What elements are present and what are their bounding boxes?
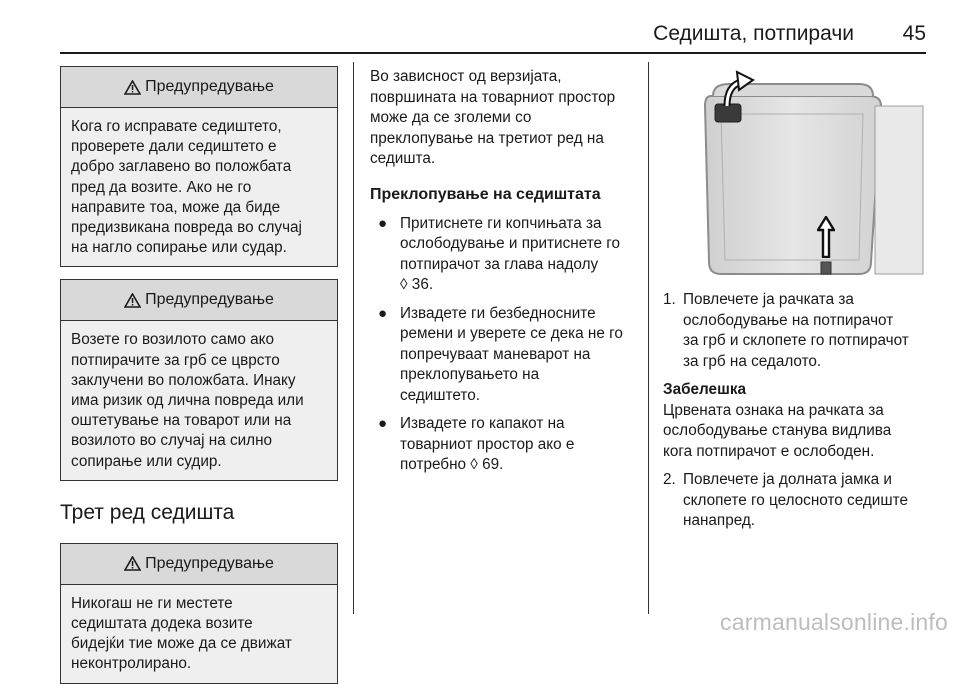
text-line: Повлечете ја рачката за: [683, 291, 854, 308]
warning-header: [61, 67, 337, 108]
text-line: седишта.: [370, 150, 436, 167]
section-title: Трет ред седишта: [60, 500, 235, 524]
warning-text: [61, 321, 337, 479]
warning-triangle-icon: [124, 556, 141, 571]
text-line: преклопување на третиот ред на: [370, 129, 604, 147]
warning-header: [61, 280, 337, 321]
text-line: попречуваат маневарот на: [400, 345, 591, 363]
curved-arrow-icon: [721, 70, 755, 113]
text-line: површината на товарниот простор: [370, 88, 616, 106]
text-line: Возете го возилото само ако: [71, 331, 274, 349]
text-line: Никогаш не ги местете: [71, 594, 233, 612]
text-line: бидејќи тие може да се движат: [71, 635, 292, 653]
text-line: Кога го исправате седиштето,: [71, 118, 282, 135]
bullet-item: [370, 214, 638, 296]
column-divider-right: [648, 62, 649, 614]
text-line: предизвикана повреда во случај: [71, 219, 302, 237]
warning-box-2: [60, 279, 338, 480]
watermark: carmanualsonline.info: [720, 609, 948, 635]
warning-box-3: [60, 543, 338, 684]
warning-box-1: [60, 66, 338, 267]
text-line: возилото во случај на силно: [71, 432, 273, 450]
text-line: Извадете го капакот на: [400, 415, 565, 432]
step-number: 2.: [663, 471, 676, 488]
text-line: ремени и уверете се дека не го: [400, 325, 623, 342]
text-line: кога потпирачот е ослободен.: [663, 442, 875, 460]
cross-reference-link[interactable]: потребно ◊ 69.: [400, 456, 504, 473]
text-line: потпирачот за глава надолу: [400, 255, 599, 273]
text-line: има ризик од лична повреда или: [71, 392, 304, 410]
bullet-icon: ●: [378, 415, 388, 432]
arrow-up-icon: [817, 216, 835, 263]
bullet-icon: ●: [378, 214, 388, 232]
warning-title: Предупредување: [145, 554, 274, 572]
seat-figure-svg: [663, 66, 926, 276]
text-line: седиштата додека возите: [71, 615, 253, 633]
section-title-wrap: [60, 481, 338, 543]
text-line: Во зависност од верзијата,: [370, 68, 562, 85]
warning-title: Предупредување: [145, 78, 274, 95]
text-line: седиштето.: [400, 386, 480, 404]
bullet-icon: ●: [378, 304, 388, 322]
text-line: пред да возите. Ако не го: [71, 178, 252, 196]
text-line: склопете го целосното седиште: [683, 491, 908, 509]
middle-column: [370, 67, 638, 476]
text-line: направите тоа, може да биде: [71, 198, 281, 216]
text-line: ослободување и притиснете го: [400, 235, 621, 252]
right-column: [663, 66, 929, 532]
text-line: добро заглавено во положбата: [71, 158, 292, 176]
text-line: за грб на седалото.: [683, 352, 822, 370]
text-line: преклопувањето на: [400, 366, 540, 383]
text-line: проверете дали седиштето е: [71, 138, 277, 156]
text-line: заклучени во положбата. Инаку: [71, 371, 296, 389]
step-1: [663, 290, 929, 372]
text-line: Извадете ги безбедносните: [400, 304, 596, 322]
text-line: потпирачите за грб се цврсто: [71, 351, 280, 369]
subheading: Преклопување на седиштата: [370, 185, 601, 203]
seat-illustration: [663, 66, 926, 276]
step-number: 1.: [663, 291, 676, 308]
text-line: товарниот простор ако е: [400, 435, 575, 453]
text-line: Повлечете ја долната јамка и: [683, 471, 892, 488]
warning-triangle-icon: [124, 80, 141, 95]
warning-text: [61, 108, 337, 266]
warning-header: [61, 544, 337, 585]
page-header: [60, 0, 926, 54]
step-2: [663, 470, 929, 532]
text-line: може да се зголеми со: [370, 109, 532, 126]
text-line: оштетување на товарот или на: [71, 412, 292, 430]
intro-paragraph: [370, 67, 638, 170]
left-column: [60, 66, 338, 684]
text-line: Притиснете ги копчињата за: [400, 214, 602, 232]
cross-reference-link[interactable]: ◊ 36.: [400, 276, 434, 293]
text-line: за грб и склопете го потпирачот: [683, 332, 909, 349]
text-line: ослободување на потпирачот: [683, 311, 894, 329]
column-divider-left: [353, 62, 354, 614]
warning-text: [61, 585, 337, 683]
page-number: 45: [902, 22, 926, 45]
bullet-item: [370, 414, 638, 476]
warning-title: Предупредување: [145, 291, 274, 309]
warning-triangle-icon: [124, 293, 141, 308]
note: [663, 380, 929, 462]
text-line: неконтролирано.: [71, 655, 192, 673]
text-line: ослободување станува видлива: [663, 422, 892, 439]
text-line: на нагло сопирање или судар.: [71, 239, 287, 257]
text-line: сопирање или судир.: [71, 452, 222, 470]
note-title: Забелешка: [663, 381, 746, 398]
header-title: Седишта, потпирачи: [653, 22, 854, 45]
bullet-item: [370, 304, 638, 407]
text-line: нанапред.: [683, 512, 756, 529]
text-line: Црвената ознака на рачката за: [663, 401, 884, 419]
